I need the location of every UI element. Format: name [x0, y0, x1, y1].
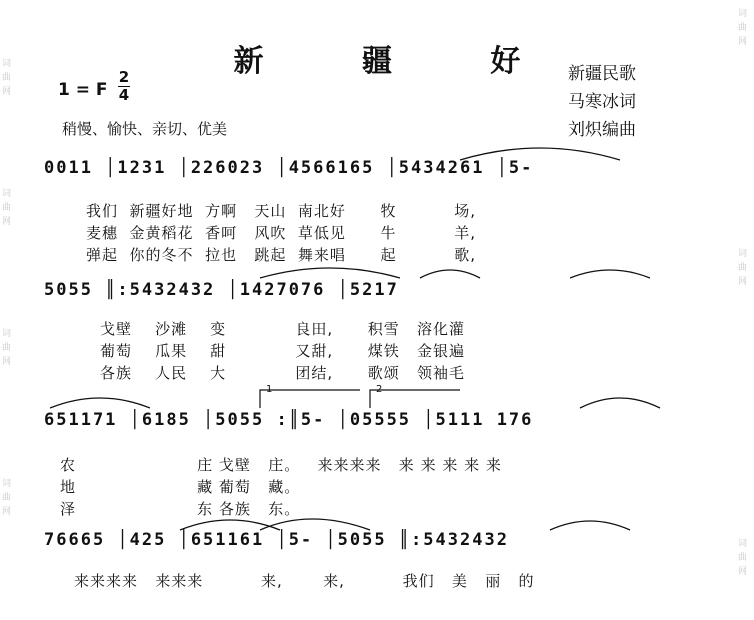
lyric-line-2-verse-2: 葡萄 瓜果 甜 又甜, 煤铁 金银遍 [100, 342, 466, 360]
left-watermark-strip [0, 0, 18, 620]
watermark-char: 网 [2, 217, 12, 227]
lyric-line-3-verse-2: 地 藏 葡萄 藏。 [60, 478, 301, 496]
lyric-line-2-verse-1: 戈壁 沙滩 变 良田, 积雪 溶化灌 [100, 320, 466, 338]
watermark-char: 曲 [2, 73, 12, 83]
lyric-line-4-verse-1: 来来来来 来来来 来, 来, 我们 美 丽 的 [74, 572, 535, 590]
time-signature [118, 70, 130, 103]
watermark-char: 网 [738, 567, 748, 577]
lyric-line-1-verse-3: 弹起 你的冬不 拉也 跳起 舞来唱 起 歌, [86, 246, 476, 264]
notation-line-4: 76665 │425 │651161 │5- │5055 ║:5432432 [44, 530, 509, 550]
lyric-line-3-verse-3: 泽 东 各族 东。 [60, 500, 301, 518]
volta-2-label: 2 [376, 384, 384, 395]
watermark-char: 词 [2, 59, 12, 69]
lyric-line-2-verse-3: 各族 人民 大 团结, 歌颂 领袖毛 [100, 364, 466, 382]
watermark-char: 曲 [2, 493, 12, 503]
lyric-line-3-verse-1: 农 庄 戈壁 庄。 来来来来 来 来 来 来 来 [60, 456, 502, 474]
credit-origin: 新疆民歌 [568, 64, 636, 84]
watermark-char: 词 [738, 539, 748, 549]
credit-arranger: 刘炽编曲 [568, 120, 636, 140]
key-signature: 1 = F [58, 80, 108, 100]
watermark-char: 词 [2, 479, 12, 489]
watermark-char: 网 [2, 357, 12, 367]
slur [170, 508, 670, 532]
watermark-char: 曲 [2, 343, 12, 353]
notation-line-2: 5055 ║:5432432 │1427076 │5217 [44, 280, 399, 300]
tempo-marking: 稍慢、愉快、亲切、优美 [62, 120, 228, 138]
watermark-char: 曲 [738, 263, 748, 273]
right-watermark-strip [736, 0, 754, 620]
watermark-char: 词 [2, 329, 12, 339]
watermark-char: 网 [738, 277, 748, 287]
watermark-char: 曲 [2, 203, 12, 213]
watermark-char: 词 [738, 9, 748, 19]
lyric-line-1-verse-1: 我们 新疆好地 方啊 天山 南北好 牧 场, [86, 202, 476, 220]
song-title: 新 疆 好 [233, 44, 565, 79]
lyric-line-1-verse-2: 麦穗 金黄稻花 香呵 风吹 草低见 牛 羊, [86, 224, 476, 242]
watermark-char: 曲 [738, 553, 748, 563]
credit-lyricist: 马寒冰词 [568, 92, 636, 112]
time-signature-top: 2 [118, 68, 130, 86]
watermark-char: 网 [2, 507, 12, 517]
slur [250, 258, 670, 280]
watermark-char: 曲 [738, 23, 748, 33]
watermark-char: 网 [738, 37, 748, 47]
watermark-char: 网 [2, 87, 12, 97]
notation-line-1: 0011 │1231 │226023 │4566165 │5434261 │5- [44, 158, 534, 178]
watermark-char: 词 [2, 189, 12, 199]
notation-line-3: 651171 │6185 │5055 :║5- │05555 │5111 176 [44, 410, 534, 430]
watermark-char: 词 [738, 249, 748, 259]
time-signature-bottom: 4 [118, 86, 130, 104]
volta-1-label: 1 [266, 384, 274, 395]
credits-block [568, 60, 636, 144]
